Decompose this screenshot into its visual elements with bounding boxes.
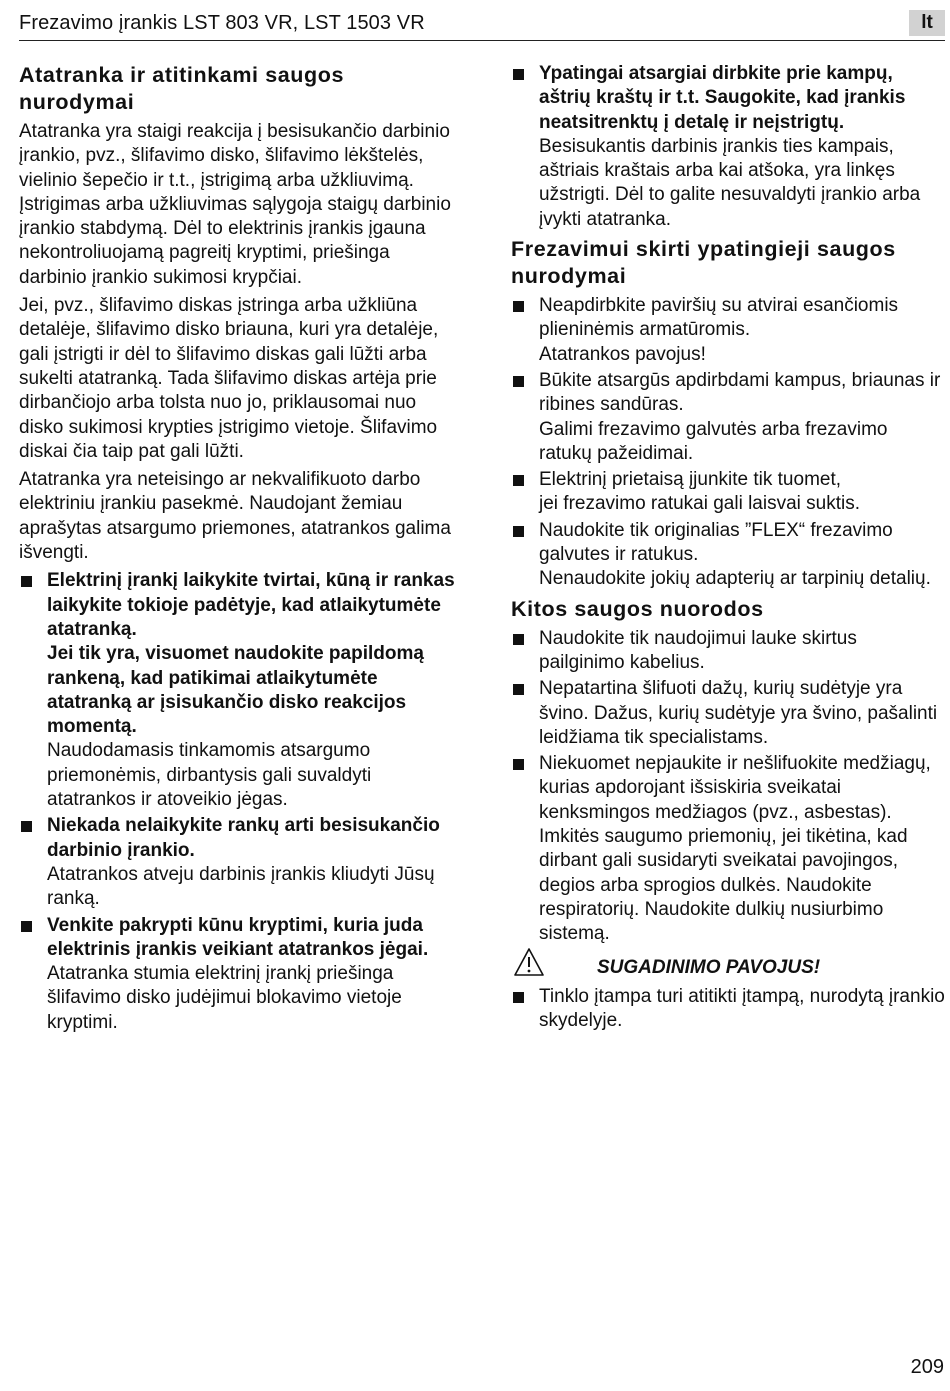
list-item-original-parts <box>511 519 945 592</box>
list-item-extension-cable <box>511 627 945 676</box>
instruction-text: Naudodamasis tinkamomis atsargumo priemonėmis, dirbantysis gali suvaldyti atatrankos ir atoveikio jėgas. <box>47 740 372 811</box>
instruction-text: Atatrankos atveju darbinis įrankis kliudyti Jūsų ranką. <box>47 863 435 910</box>
list-item-body-position <box>19 914 459 1035</box>
instruction-text: Atatrankos pavojus! <box>539 343 706 365</box>
instruction-text: Atatranka stumia elektrinį įrankį priešinga šlifavimo disko judėjimui blokavimo vietoje kryptimi. <box>47 963 402 1033</box>
instruction-text: Galimi frezavimo galvutės arba frezavimo ratukų pažeidimai. <box>539 418 888 464</box>
instruction-text: Būkite atsargūs apdirbdami kampus, briaunas ir ribines sandūras. <box>539 369 941 416</box>
instruction-bold: Jei tik yra, visuomet naudokite papildomą rankeną, kad patikimai atlaikytumėte atatranką ar įsisukančio disko reakcijos momentą. <box>47 643 424 738</box>
list-item-lead-paint <box>511 677 945 750</box>
instruction-text: Nenaudokite jokių adapterių ar tarpinių detalių. <box>539 568 931 590</box>
list-item-hands-away <box>19 814 459 911</box>
list-item-edges <box>511 369 945 466</box>
list-item-switch-on <box>511 468 945 517</box>
instruction-bold: Venkite pakrypti kūnu kryptimi, kuria juda elektrinis įrankis veikiant atatrankos jėgai. <box>47 914 429 960</box>
instruction-bold: Niekada nelaikykite rankų arti besisukančio darbinio įrankio. <box>47 815 440 861</box>
warning-label: SUGADINIMO PAVOJUS! <box>597 956 821 978</box>
instruction-text: Nepatartina šlifuoti dažų, kurių sudėtyje yra švino. Dažus, kurių sudėtyje yra švino, pašalinti leidžiama tik specialistams. <box>539 678 938 748</box>
instruction-text: Elektrinį prietaisą įjunkite tik tuomet, <box>539 469 842 491</box>
instruction-text: Tinklo įtampa turi atitikti įtampą, nurodytą įrankio skydelyje. <box>539 985 945 1031</box>
document-title: Frezavimo įrankis LST 803 VR, LST 1503 VR <box>19 12 425 34</box>
list-item-voltage <box>511 985 945 1034</box>
paragraph-kickback-cause: Atatranka yra neteisingo ar nekvalifikuoto darbo elektriniu įrankiu pasekmė. Naudojant žemiau aprašytas atsargumo priemones, atatrankos galima išvengti. <box>19 469 451 564</box>
instruction-text: Naudokite tik originalias ”FLEX“ frezavimo galvutes ir ratukus. <box>539 519 893 566</box>
paragraph-kickback-definition: Atatranka yra staigi reakcija į besisukančio darbinio įrankio, pvz., šlifavimo disko, šlifavimo lėkštelės, vielinio šepečio ir t.t., įstrigimą arba užkliuvimą. Įstrigimas arba užkliuvimas sąlygoja staigų darbinio įrankio stabdymą. Dėl to elektrinis įrankis įgauna nekontroliuojamą pagreitį kryptimi, priešinga darbinio įrankio sukimosi krypčiai. <box>19 121 451 288</box>
right-column <box>511 62 945 1035</box>
page-number: 209 <box>910 1356 944 1378</box>
list-item-corners <box>511 62 945 232</box>
damage-warning <box>511 953 945 983</box>
page-header <box>19 10 945 41</box>
section-heading-kickback: Atatranka ir atitinkami saugos nurodymai <box>19 63 345 114</box>
left-column <box>19 62 459 1037</box>
section-heading-milling: Frezavimui skirti ypatingieji saugos nurodymai <box>511 237 896 289</box>
paragraph-kickback-example: Jei, pvz., šlifavimo diskas įstringa arba užkliūna detalėje, šlifavimo disko briauna, kuri yra detalėje, gali įstrigti ir dėl to šlifavimo diskas gali lūžti arba sukelti atatranką. Tada šlifavimo diskas artėja prie dirbančiojo arba tolsta nuo jo, priklausomai nuo disko sukimosi krypties įstrigimo vietoje. Šlifavimo diskai čia taip pat gali lūžti. <box>19 295 439 462</box>
list-item-hazardous-materials <box>511 752 945 946</box>
warning-triangle-icon <box>513 947 545 977</box>
list-item-reinforcement <box>511 294 945 367</box>
instruction-text: Niekuomet nepjaukite ir nešlifuokite medžiagų, kurias apdorojant išsiskiria sveikatai kenksmingos medžiagos (pvz., asbestas). Imkitės saugumo priemonių, jei tikėtina, kad dirbant gali susidaryti sveikatai pavojingos, degios arba sprogios dulkės. Naudokite respiratorių. Naudokite dulkių nusiurbimo sistemą. <box>539 753 931 945</box>
instruction-bold: Elektrinį įrankį laikykite tvirtai, kūną ir rankas laikykite tokioje padėtyje, kad atlaikytumėte atatranką. <box>47 570 455 640</box>
instruction-text: Neapdirbkite paviršių su atvirai esančiomis plieninėmis armatūromis. <box>539 295 899 341</box>
instruction-bold: Ypatingai atsargiai dirbkite prie kampų, aštrių kraštų ir t.t. Saugokite, kad įrankis neatsitrenktų į detalę ir neįstrigtų. <box>539 63 906 133</box>
instruction-text: jei frezavimo ratukai gali laisvai suktis. <box>539 493 861 515</box>
language-tab: lt <box>909 10 945 36</box>
section-heading-other: Kitos saugos nuorodos <box>511 596 764 621</box>
instruction-text: Naudokite tik naudojimui lauke skirtus pailginimo kabelius. <box>539 627 857 673</box>
list-item-hold-tool <box>19 569 459 812</box>
instruction-text: Besisukantis darbinis įrankis ties kampais, aštriais kraštais arba kai atšoka, yra linkęs užstrigti. Dėl to galite nesuvaldyti įrankio arba įvykti atatranka. <box>539 135 921 230</box>
